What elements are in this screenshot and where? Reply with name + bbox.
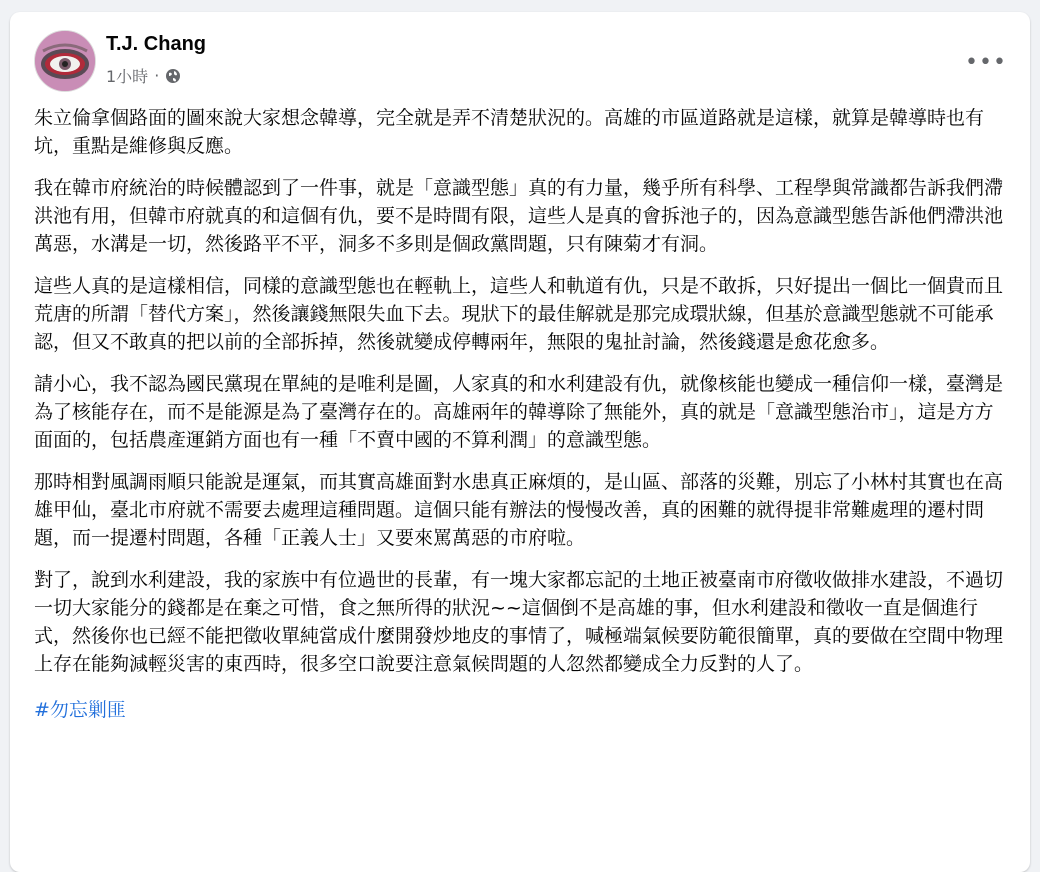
post-body [34, 104, 1006, 724]
avatar[interactable] [34, 30, 96, 92]
post-header [34, 30, 1006, 94]
post-time[interactable]: 1小時 [106, 67, 149, 86]
author-name[interactable]: T.J. Chang [106, 33, 207, 55]
more-dots-icon: ••• [965, 49, 1007, 75]
meta-separator: · [154, 66, 160, 85]
post-paragraph-4: 請小心，我不認為國民黨現在單純的是唯利是圖，人家真的和水利建設有仇，就像核能也變成一種信仰一樣，臺灣是為了核能存在，而不是能源是為了臺灣存在的。高雄兩年的韓導除了無能外，真的就是「意識型態治市」，這是方方面面的，包括農產運銷方面也有一種「不賣中國的不算利潤」的意識型態。 [34, 373, 1004, 451]
hashtag-link[interactable]: #勿忘剿匪 [34, 699, 126, 721]
post-meta [106, 64, 181, 87]
post-paragraph-1: 朱立倫拿個路面的圖來說大家想念韓導，完全就是弄不清楚狀況的。高雄的市區道路就是這樣，就算是韓導時也有坑，重點是維修與反應。 [34, 107, 985, 157]
more-options-button[interactable] [965, 44, 1007, 80]
post-paragraph-2: 我在韓市府統治的時候體認到了一件事，就是「意識型態」真的有力量，幾乎所有科學、工程學與常識都告訴我們滯洪池有用，但韓市府就真的和這個有仇，要不是時間有限，這些人是真的會拆池子的，因為意識型態告訴他們滯洪池萬惡，水溝是一切，然後路平不平，洞多不多則是個政黨問題，只有陳菊才有洞。 [34, 177, 1004, 255]
post-paragraph-5: 那時相對風調雨順只能說是運氣，而其實高雄面對水患真正麻煩的，是山區、部落的災難，別忘了小林村其實也在高雄甲仙，臺北市府就不需要去處理這種問題。這個只能有辦法的慢慢改善，真的困難的就得提非常難處理的遷村問題，而一提遷村問題，各種「正義人士」又要來罵萬惡的市府啦。 [34, 471, 1004, 549]
post-paragraph-6: 對了，說到水利建設，我的家族中有位過世的長輩，有一塊大家都忘記的土地正被臺南市府徵收做排水建設，不過切一切大家能分的錢都是在棄之可惜，食之無所得的狀況~~這個倒不是高雄的事，但水利建設和徵收一直是個進行式，然後你也已經不能把徵收單純當成什麼開發炒地皮的事情了，喊極端氣候要防範很簡單，真的要做在空間中物理上存在能夠減輕災害的東西時，很多空口說要注意氣候問題的人忽然都變成全力反對的人了。 [34, 569, 1004, 675]
post-card [10, 12, 1030, 872]
globe-icon[interactable] [165, 68, 181, 84]
post-paragraph-3: 這些人真的是這樣相信，同樣的意識型態也在輕軌上，這些人和軌道有仇，只是不敢拆，只好提出一個比一個貴而且荒唐的所謂「替代方案」，然後讓錢無限失血下去。現狀下的最佳解就是那完成環狀線，但基於意識型態就不可能承認，但又不敢真的把以前的全部拆掉，然後就變成停轉兩年，無限的鬼扯討論，然後錢還是愈花愈多。 [34, 275, 1004, 353]
